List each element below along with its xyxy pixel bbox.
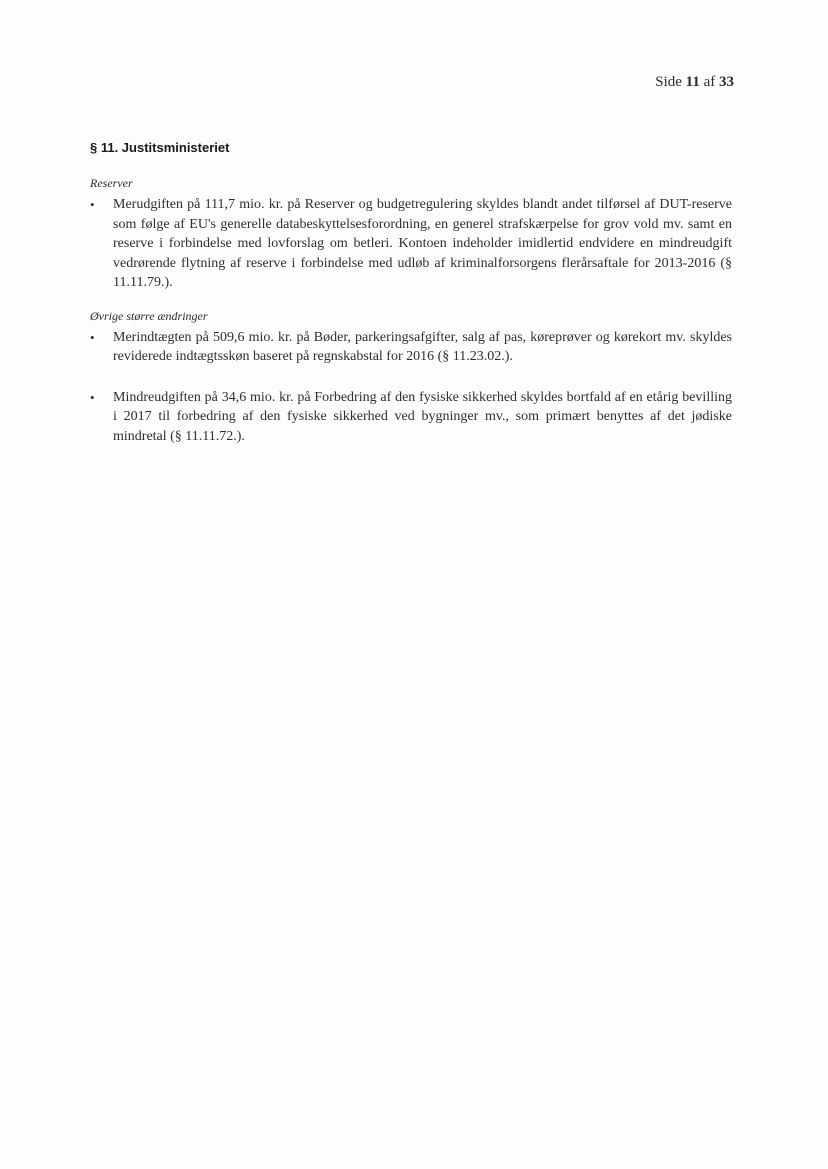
bullet-list bbox=[90, 328, 732, 447]
document-body bbox=[90, 176, 732, 462]
current-page: 11 bbox=[685, 74, 700, 90]
group-oevrige bbox=[90, 309, 732, 447]
bullet-icon: • bbox=[90, 329, 95, 345]
bullet-icon: • bbox=[90, 389, 95, 405]
list-item bbox=[90, 388, 732, 447]
list-item bbox=[90, 328, 732, 367]
section-heading: § 11. Justitsministeriet bbox=[90, 140, 230, 155]
bullet-list bbox=[90, 195, 732, 293]
total-pages: 33 bbox=[719, 74, 734, 90]
list-item-text: Merudgiften på 111,7 mio. kr. på Reserver og budgetregulering skyldes blandt andet tilførsel af DUT-reserve som følge af EU's generelle databeskyttelsesforordning, en generel strafskærpelse for grov vold mv. samt en reserve i forbindelse med lovforslag om betleri. Kontoen indeholder imidlertid endvidere en mindreudgift vedrørende flytning af reserve i forbindelse med udløb af kriminalforsorgens flerårsaftale for 2013-2016 (§ 11.11.79.). bbox=[113, 197, 732, 290]
list-item-text: Mindreudgiften på 34,6 mio. kr. på Forbedring af den fysiske sikkerhed skyldes bortfald af en etårig bevilling i 2017 til forbedring af den fysiske sikkerhed ved bygninger mv., som primært benyttes af det jødiske mindretal (§ 11.11.72.). bbox=[113, 389, 732, 444]
subheading-reserver: Reserver bbox=[90, 176, 133, 190]
subheading-oevrige: Øvrige større ændringer bbox=[90, 308, 208, 323]
list-item-text: Merindtægten på 509,6 mio. kr. på Bøder, parkeringsafgifter, salg af pas, køreprøver og kørekort mv. skyldes reviderede indtægtsskøn baseret på regnskabstal for 2016 (§ 11.23.02.). bbox=[113, 329, 732, 364]
page-separator: af bbox=[703, 74, 716, 90]
page-number bbox=[655, 74, 734, 91]
group-reserver bbox=[90, 176, 732, 293]
page-prefix: Side bbox=[655, 74, 682, 90]
bullet-icon: • bbox=[90, 197, 95, 212]
list-item bbox=[90, 195, 732, 293]
